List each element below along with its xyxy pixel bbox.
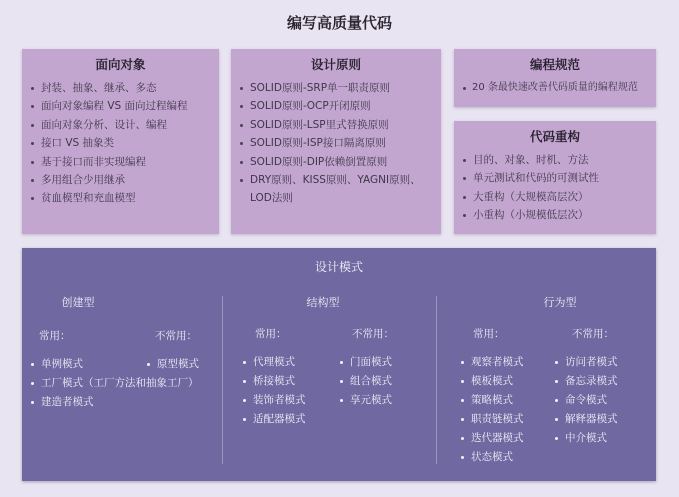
- behavioral-uncommon-list: [554, 353, 618, 448]
- list-item: 面向对象编程 VS 面向过程编程: [29, 97, 213, 115]
- principles-list: [231, 79, 441, 208]
- structural-common-list: [242, 353, 306, 429]
- conventions-heading: 编程规范: [529, 57, 580, 72]
- principles-heading: 设计原则: [310, 57, 361, 72]
- uncommon-label: 不常用：: [155, 330, 197, 342]
- uncommon-label: 不常用：: [352, 328, 394, 340]
- list-item: 适配器模式: [242, 410, 306, 429]
- list-item: 中介模式: [554, 429, 618, 448]
- list-item: 桥接模式: [242, 372, 306, 391]
- structural-uncommon-list: [339, 353, 394, 410]
- creational-uncommon: [146, 328, 199, 374]
- list-item: 组合模式: [339, 372, 394, 391]
- conventions-list: [454, 79, 656, 97]
- common-label: 常用：: [255, 328, 287, 340]
- list-item: 接口 VS 抽象类: [29, 134, 213, 152]
- creational-column: [22, 248, 222, 481]
- list-item: 20 条最快速改善代码质量的编程规范: [461, 79, 650, 97]
- behavioral-heading: 行为型: [543, 296, 577, 309]
- list-item: 解释器模式: [554, 410, 618, 429]
- structural-common: [242, 326, 306, 429]
- principles-box: [231, 49, 441, 234]
- list-item: 基于接口而非实现编程: [29, 153, 213, 171]
- conventions-box: [454, 49, 656, 107]
- list-item: SOLID原则-ISP接口隔离原则: [238, 134, 435, 152]
- list-item: SOLID原则-OCP开闭原则: [238, 97, 435, 115]
- refactoring-heading: 代码重构: [529, 129, 580, 144]
- list-item: 命令模式: [554, 391, 618, 410]
- list-item: 小重构（小规模低层次）: [461, 206, 650, 224]
- oop-heading: 面向对象: [95, 57, 146, 72]
- list-item: 面向对象分析、设计、编程: [29, 116, 213, 134]
- list-item: DRY原则、KISS原则、YAGNI原则、LOD法则: [238, 171, 435, 208]
- patterns-box: [22, 248, 656, 481]
- common-label: 常用：: [39, 330, 71, 342]
- list-item: 门面模式: [339, 353, 394, 372]
- list-item: 模板模式: [460, 372, 524, 391]
- list-item: 观察者模式: [460, 353, 524, 372]
- list-item: 职责链模式: [460, 410, 524, 429]
- refactoring-list: [454, 151, 656, 225]
- structural-column: [222, 248, 436, 481]
- common-label: 常用：: [473, 328, 505, 340]
- structural-uncommon: [339, 326, 394, 410]
- list-item: 贫血模型和充血模型: [29, 189, 213, 207]
- patterns-heading: 设计模式: [314, 260, 363, 274]
- list-item: 享元模式: [339, 391, 394, 410]
- page-title: 编写高质量代码: [286, 14, 392, 32]
- list-item: 装饰者模式: [242, 391, 306, 410]
- list-item: SOLID原则-LSP里式替换原则: [238, 116, 435, 134]
- oop-box: [22, 49, 219, 234]
- list-item: SOLID原则-DIP依赖倒置原则: [238, 153, 435, 171]
- refactoring-box: [454, 121, 656, 234]
- creational-heading: 创建型: [61, 296, 95, 309]
- list-item: 单元测试和代码的可测试性: [461, 169, 650, 187]
- behavioral-column: [436, 248, 656, 481]
- list-item: 备忘录模式: [554, 372, 618, 391]
- list-item: 多用组合少用继承: [29, 171, 213, 189]
- behavioral-uncommon: [554, 326, 618, 448]
- list-item: 策略模式: [460, 391, 524, 410]
- list-item: 状态模式: [460, 448, 524, 467]
- structural-heading: 结构型: [306, 296, 340, 309]
- list-item: 封装、抽象、继承、多态: [29, 79, 213, 97]
- list-item: 大重构（大规模高层次）: [461, 188, 650, 206]
- list-item: 访问者模式: [554, 353, 618, 372]
- list-item: 单例模式: [30, 355, 199, 374]
- list-item: 建造者模式: [30, 393, 199, 412]
- list-item: 工厂模式（工厂方法和抽象工厂）: [30, 374, 199, 393]
- list-item: 目的、对象、时机、方法: [461, 151, 650, 169]
- list-item: 迭代器模式: [460, 429, 524, 448]
- behavioral-common: [460, 326, 524, 467]
- list-item: 代理模式: [242, 353, 306, 372]
- oop-list: [22, 79, 219, 208]
- uncommon-label: 不常用：: [572, 328, 614, 340]
- behavioral-common-list: [460, 353, 524, 467]
- creational-uncommon-list: [146, 355, 199, 374]
- list-item: 原型模式: [146, 355, 199, 374]
- list-item: SOLID原则-SRP单一职责原则: [238, 79, 435, 97]
